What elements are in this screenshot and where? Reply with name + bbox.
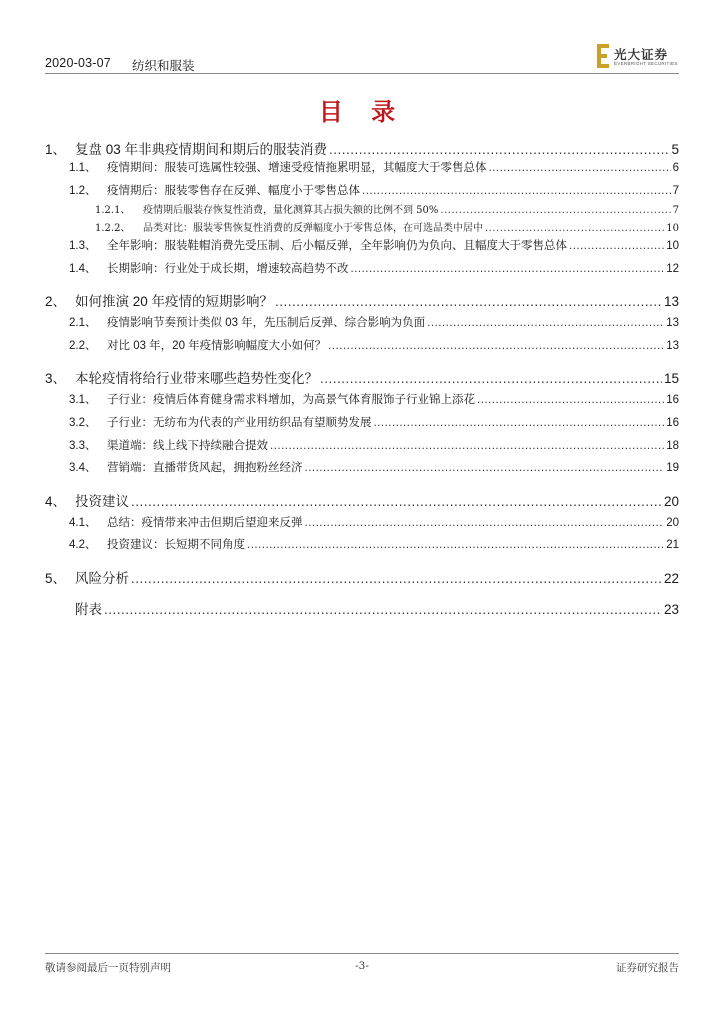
toc-entry-title: 总结：疫情带来冲击但期后望迎来反弹: [107, 517, 303, 529]
toc-entry-title: 风险分析: [75, 571, 129, 586]
toc-leader-dots: [320, 371, 662, 386]
toc-leader-dots: [305, 462, 665, 474]
company-logo: [597, 44, 679, 70]
toc-entry-title: 如何推演 20 年疫情的短期影响？: [75, 294, 274, 309]
toc-leader-dots: [329, 142, 669, 157]
toc-entry[interactable]: [69, 459, 679, 475]
toc-entry-title: 对比 03 年，20 年疫情影响幅度大小如何？: [107, 340, 327, 352]
toc-entry[interactable]: [45, 567, 679, 587]
toc-entry-page: 16: [666, 417, 679, 429]
toc-entry-title: 品类对比：服装零售恢复性消费的反弹幅度小于零售总体，在可选品类中居中: [143, 223, 483, 234]
toc-entry-title: 全年影响：服装鞋帽消费先受压制、后小幅反弹，全年影响仍为负向、且幅度大于零售总体: [107, 240, 567, 252]
toc-entry[interactable]: [69, 260, 679, 276]
toc-entry-title: 疫情期后：服装零售存在反弹、幅度小于零售总体: [107, 185, 360, 197]
toc-entry-number: 3.4、: [69, 462, 97, 474]
toc-entry-page: 20: [666, 517, 679, 529]
toc-entry[interactable]: [69, 414, 679, 430]
toc-entry-page: 19: [666, 462, 679, 474]
report-type: 证券研究报告: [616, 962, 679, 974]
toc-entry[interactable]: [45, 367, 679, 387]
toc-entry-number: 1.4、: [69, 263, 97, 275]
toc-entry[interactable]: [45, 490, 679, 510]
toc-entry[interactable]: [69, 337, 679, 353]
toc-entry-page: 12: [666, 263, 679, 275]
toc-entry-page: 13: [663, 294, 679, 309]
toc-entry-page: 13: [666, 317, 679, 329]
toc-entry-page: 13: [666, 340, 679, 352]
toc-leader-dots: [275, 294, 662, 309]
toc-entry[interactable]: [95, 219, 679, 234]
toc-leader-dots: [131, 571, 662, 586]
toc-entry-title: 长期影响：行业处于成长期，增速较高趋势不改: [107, 263, 349, 275]
toc-leader-dots: [270, 440, 664, 452]
toc-entry[interactable]: [45, 290, 679, 310]
toc-entry-title: 子行业：无纺布为代表的产业用纺织品有望顺势发展: [107, 417, 372, 429]
toc-entry-title: 疫情期间：服装可选属性较强、增速受疫情拖累明显，其幅度大于零售总体: [107, 162, 487, 174]
toc-entry-title: 投资建议: [75, 494, 129, 509]
footer-divider: [45, 953, 679, 954]
toc-title: 目 录: [318, 97, 406, 126]
toc-entry[interactable]: [69, 314, 679, 330]
toc-entry-page: 5: [671, 142, 679, 157]
toc-entry[interactable]: [69, 159, 679, 175]
toc-entry-number: 2.1、: [69, 317, 97, 329]
toc-entry[interactable]: [95, 201, 679, 216]
toc-entry[interactable]: [69, 237, 679, 253]
toc-leader-dots: [328, 340, 664, 352]
toc-entry-number: 4.1、: [69, 517, 97, 529]
page-number: -3-: [355, 960, 369, 972]
toc-entry[interactable]: [69, 182, 679, 198]
toc-entry-page: 6: [672, 162, 679, 174]
toc-entry-title: 疫情影响节奏预计类似 03 年，先压制后反弹、综合影响为负面: [107, 317, 426, 329]
toc-leader-dots: [305, 517, 665, 529]
disclaimer-note: 敬请参阅最后一页特别声明: [45, 962, 171, 974]
toc-entry-page: 10: [666, 223, 679, 234]
toc-entry-page: 23: [663, 602, 679, 617]
toc-leader-dots: [569, 240, 664, 252]
toc-leader-dots: [362, 185, 671, 197]
toc-entry-title: 渠道端：线上线下持续融合提效: [107, 440, 268, 452]
toc-entry[interactable]: [69, 391, 679, 407]
toc-entry-number: 3.1、: [69, 394, 97, 406]
logo-text-cn: 光大证券: [614, 47, 669, 62]
toc-entry-page: 10: [666, 240, 679, 252]
logo-mark-icon: [597, 44, 611, 68]
toc-leader-dots: [485, 223, 664, 234]
toc-entry-number: 1.1、: [69, 162, 97, 174]
logo-text-en: EVERBRIGHT SECURITIES: [614, 61, 678, 66]
page-header: [45, 38, 679, 72]
toc-entry-number: 1.2、: [69, 185, 97, 197]
toc-entry-number: 2.2、: [69, 340, 97, 352]
toc-entry-number: 3.2、: [69, 417, 97, 429]
toc-leader-dots: [247, 539, 664, 551]
toc-entry-page: 15: [663, 371, 679, 386]
toc-leader-dots: [477, 394, 664, 406]
toc-leader-dots: [351, 263, 665, 275]
toc-entry-title: 子行业：疫情后体育健身需求料增加，为高景气体育服饰子行业锦上添花: [107, 394, 475, 406]
toc-entry[interactable]: [69, 514, 679, 530]
toc-leader-dots: [489, 162, 671, 174]
toc-entry-number: 1.3、: [69, 240, 97, 252]
toc-entry-number: 4、: [45, 494, 67, 509]
toc-entry-number: 5、: [45, 571, 67, 586]
toc-entry[interactable]: [69, 536, 679, 552]
toc-leader-dots: [427, 317, 664, 329]
toc-entry-number: 1.2.2、: [95, 223, 131, 234]
toc-entry-title: 复盘 03 年非典疫情期间和期后的服装消费: [75, 142, 328, 157]
toc-entry-number: 3、: [45, 371, 67, 386]
toc-entry-title: 附表: [75, 602, 102, 617]
toc-entry-page: 21: [666, 539, 679, 551]
header-divider: [45, 73, 679, 74]
toc-entry-title: 疫情期后服装存恢复性消费，量化测算其占损失额的比例不到 50%: [143, 205, 439, 216]
toc-leader-dots: [374, 417, 665, 429]
toc-entry-number: 1.2.1、: [95, 205, 131, 216]
toc-leader-dots: [104, 602, 662, 617]
toc-entry-page: 16: [666, 394, 679, 406]
toc-entry-page: 22: [663, 571, 679, 586]
toc-entry[interactable]: [45, 138, 679, 158]
toc-entry-page: 20: [663, 494, 679, 509]
toc-entry-number: 3.3、: [69, 440, 97, 452]
toc-entry-page: 7: [672, 205, 679, 216]
toc-entry-page: 7: [672, 185, 679, 197]
toc-entry-number: 4.2、: [69, 539, 97, 551]
toc-entry[interactable]: [69, 437, 679, 453]
toc-entry-title: 投资建议：长短期不同角度: [107, 539, 245, 551]
toc-leader-dots: [440, 205, 670, 216]
toc-entry-page: 18: [666, 440, 679, 452]
report-date: 2020-03-07: [45, 56, 111, 70]
toc-entry-title: 本轮疫情将给行业带来哪些趋势性变化？: [75, 371, 318, 386]
toc-entry-number: 2、: [45, 294, 67, 309]
toc-entry-title: 营销端：直播带货风起，拥抱粉丝经济: [107, 462, 303, 474]
toc-entry-number: 1、: [45, 142, 67, 157]
toc-leader-dots: [131, 494, 662, 509]
toc-entry[interactable]: [45, 598, 679, 618]
industry-label: 纺织和服装: [132, 59, 195, 73]
